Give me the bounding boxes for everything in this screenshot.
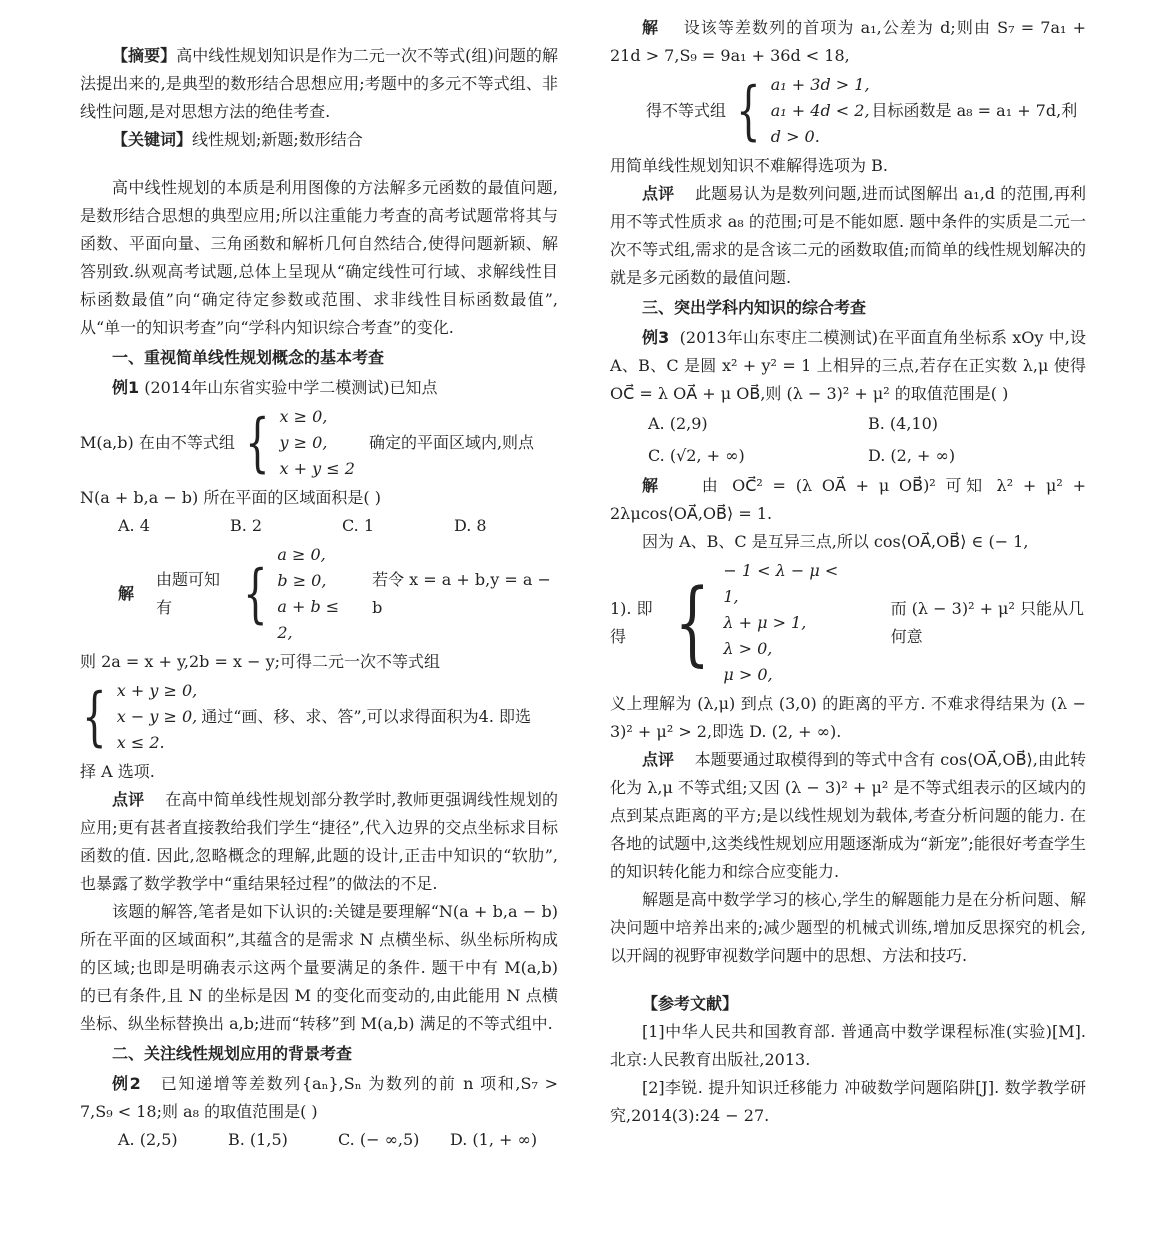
reference-2: [2]李锐. 提升知识迁移能力 冲破数学问题陷阱[J]. 数学教学研究,2014(3):24 − 27. [610,1078,1086,1125]
example-3-options [610,408,1086,472]
solution-3-post: 而 (λ − 3)² + μ² 只能从几何意 [890,599,1084,646]
comment-label: 点评 [112,790,145,809]
ineq-line: a + b ≤ 2, [277,597,340,642]
solution-1-post: 若令 x = a + b,y = a − b [372,570,551,617]
example-2-label: 例2 [112,1074,141,1093]
ineq-line: d > 0. [770,127,820,146]
option-a: A. (2,9) [648,414,708,433]
ineq-line: x ≤ 2. [116,733,165,752]
solution-2-end: 用简单线性规划知识不难解得选项为 B. [610,156,888,175]
abstract-label: 【摘要】 [112,46,177,65]
final-paragraph: 解题是高中数学学习的核心,学生的解题能力是在分析问题、解决问题中培养出来的;减少题型的机械式训练,增加反思探究的机会,以开阔的视野审视数学问题中的思想、方法和技巧. [610,890,1086,965]
example-1-post: 确定的平面区域内,则点 [368,433,535,452]
option-c: C. (√2, + ∞) [648,446,745,465]
keywords [80,126,558,154]
ineq-line: λ + μ > 1, [723,613,807,632]
ineq-line: x + y ≥ 0, [116,681,198,700]
left-brace-icon: { [242,557,268,631]
right-column [610,14,1086,1130]
solution-label: 解 [118,584,135,603]
example-1-pre: M(a,b) 在由不等式组 [80,433,235,452]
abstract-text: 高中线性规划知识是作为二元一次不等式(组)问题的解法提出来的,是典型的数形结合思想应用;考题中的多元不等式组、非线性问题,是对思想方法的绝佳考查. [80,46,558,121]
solution-1-post2: 通过“画、移、求、答”,可以求得面积为4. 即选 [201,707,532,726]
solution-1-line2: 则 2a = x + y,2b = x − y;可得二元一次不等式组 [80,652,441,671]
comment-2-text: 此题易认为是数列问题,进而试图解出 a₁,d 的范围,再利用不等式性质求 a₈ 的范围;可是不能如愿. 题中条件的实质是二元一次不等式组,需求的是含该二元的函数取值;而简单的线性规划解决的就是多元函数的最值问题. [610,184,1086,287]
section-heading-2: 二、关注线性规划应用的背景考查 [112,1044,353,1063]
left-brace-icon: { [736,74,761,148]
example-3 [610,324,1086,408]
example-1-label: 例1 [112,378,140,397]
comment-2 [610,180,1086,292]
example-1-intro [80,374,558,402]
example-1-source: (2014年山东省实验中学二模测试)已知点 [144,378,438,397]
keywords-label: 【关键词】 [112,130,193,149]
solution-3-inequalities [723,558,840,688]
keywords-text: 线性规划;新题;数形结合 [192,130,363,149]
solution-3-line1 [610,472,1086,528]
ineq-line: a₁ + 4d < 2, [770,101,870,120]
option-d: D. (1, + ∞) [450,1130,538,1149]
left-brace-icon: { [244,406,270,480]
solution-1-end: 择 A 选项. [80,762,155,781]
option-c: C. 1 [342,516,375,535]
reference-1: [1]中华人民共和国教育部. 普通高中数学课程标准(实验)[M]. 北京:人民教育出版社,2013. [610,1022,1086,1069]
comment-3-text: 本题要通过取模得到的等式中含有 cos⟨OA⃗,OB⃗⟩,由此转化为 λ,μ 不等式组;又因 (λ − 3)² + μ² 是不等式组表示的区域内的点到某点距离的平方;是以线性规划为载体,考查分析问题的能力. 在各地的试题中,这类线性规划应用题逐渐成为“新宠”;能很好考查学生的知识转化能力和综合应变能力. [610,750,1086,881]
example-3-label: 例3 [642,328,670,347]
solution-1-pre: 由题可知有 [156,570,221,617]
section-heading-1: 一、重视简单线性规划概念的基本考查 [112,348,385,367]
option-b: B. 2 [230,516,263,535]
ineq-line: μ > 0, [723,665,773,684]
left-brace-icon: { [674,569,710,676]
solution-1-inequalities [277,542,356,646]
comment-label: 点评 [642,750,675,769]
ineq-line: y ≥ 0, [279,433,328,452]
solution-2-system [610,72,1086,150]
solution-label: 解 [642,476,663,495]
example-1-question: N(a + b,a − b) 所在平面的区域面积是( ) [80,488,381,507]
solution-2-post: 目标函数是 a₈ = a₁ + 7d,利 [871,101,1078,120]
solution-2-text: 设该等差数列的首项为 a₁,公差为 d;则由 S₇ = 7a₁ + 21d > 7,S₉ = 9a₁ + 36d < 18, [610,18,1086,65]
solution-1-system-2 [80,678,558,756]
comment-3 [610,746,1086,886]
option-d: D. 8 [454,516,487,535]
paragraph-2: 该题的解答,笔者是如下认识的:关键是要理解“N(a + b,a − b) 所在平面的区域面积”,其蕴含的是需求 N 点横坐标、纵坐标所构成的区域;也即是明确表示这两个量要满足的条件. 题干中有 M(a,b) 的已有条件,且 N 的坐标是因 M 的变化而变动的,由此能用 N 点横坐标、纵坐标替换出 a,b;进而“转移”到 M(a,b) 满足的不等式组中. [80,902,558,1033]
ineq-line: a₁ + 3d > 1, [770,75,870,94]
option-c: C. (− ∞,5) [338,1130,420,1149]
ineq-line: x + y ≤ 2 [279,459,355,478]
section-heading-3: 三、突出学科内知识的综合考查 [642,298,867,317]
solution-3-system [610,558,1086,688]
option-d: D. (2, + ∞) [868,446,956,465]
left-column [80,14,558,1154]
ineq-line: λ > 0, [723,639,773,658]
solution-2 [610,14,1086,70]
solution-3-line2: 因为 A、B、C 是互异三点,所以 cos⟨OA⃗,OB⃗⟩ ∈ (− 1, [642,532,1029,551]
intro-paragraph: 高中线性规划的本质是利用图像的方法解多元函数的最值问题,是数形结合思想的典型应用;所以注重能力考查的高考试题常将其与函数、平面向量、三角函数和解析几何自然结合,使得问题新颖、解答别致.纵观高考试题,总体上呈现从“确定线性可行域、求解线性目标函数最值”向“确定待定参数或范围、求非线性目标函数最值”,从“单一的知识考查”向“学科内知识综合考查”的变化. [80,178,558,337]
ineq-line: b ≥ 0, [277,571,327,590]
solution-3-text: 由 OC⃗² = (λ OA⃗ + μ OB⃗)² 可知 λ² + μ² + 2λμcos⟨OA⃗,OB⃗⟩ = 1. [610,476,1086,523]
comment-1-text: 在高中简单线性规划部分教学时,教师更强调线性规划的应用;更有甚者直接教给我们学生“捷径”,代入边界的交点坐标求目标函数的值. 因此,忽略概念的理解,此题的设计,正击中知识的“软肋”,也暴露了数学教学中“重结果轻过程”的做法的不足. [80,790,558,893]
example-1-options [80,512,558,540]
solution-label: 解 [642,18,660,37]
references-title: 【参考文献】 [642,994,739,1013]
option-a: A. 4 [118,516,150,535]
example-2 [80,1070,558,1126]
comment-label: 点评 [642,184,675,203]
option-b: B. (4,10) [868,414,939,433]
solution-1-system [80,542,558,646]
ineq-line: x − y ≥ 0, [116,707,198,726]
ineq-line: − 1 < λ − μ < 1, [723,561,839,606]
solution-3-pre: 1). 即得 [610,599,653,646]
solution-3-end: 义上理解为 (λ,μ) 到点 (3,0) 的距离的平方. 不难求得结果为 (λ − 3)² + μ² > 2,即选 D. (2, + ∞). [610,694,1086,741]
ineq-line: a ≥ 0, [277,545,326,564]
option-b: B. (1,5) [228,1130,288,1149]
example-1-system [80,404,558,482]
example-1-inequalities [280,404,355,482]
example-3-text: (2013年山东枣庄二模测试)在平面直角坐标系 xOy 中,设 A、B、C 是圆 x² + y² = 1 上相异的三点,若存在正实数 λ,μ 使得 OC⃗ = λ OA⃗ + μ OB⃗,则 (λ − 3)² + μ² 的取值范围是( ) [610,328,1086,403]
solution-1-inequalities-2 [117,678,197,756]
example-2-text: 已知递增等差数列{aₙ},Sₙ 为数列的前 n 项和,S₇ > 7,S₉ < 18;则 a₈ 的取值范围是( ) [80,1074,558,1121]
left-brace-icon: { [82,680,107,754]
ineq-line: x ≥ 0, [279,407,328,426]
option-a: A. (2,5) [118,1130,178,1149]
abstract [80,42,558,126]
comment-1 [80,786,558,898]
solution-2-inequalities [771,72,870,150]
example-2-options [80,1126,558,1154]
solution-2-pre: 得不等式组 [646,101,727,120]
